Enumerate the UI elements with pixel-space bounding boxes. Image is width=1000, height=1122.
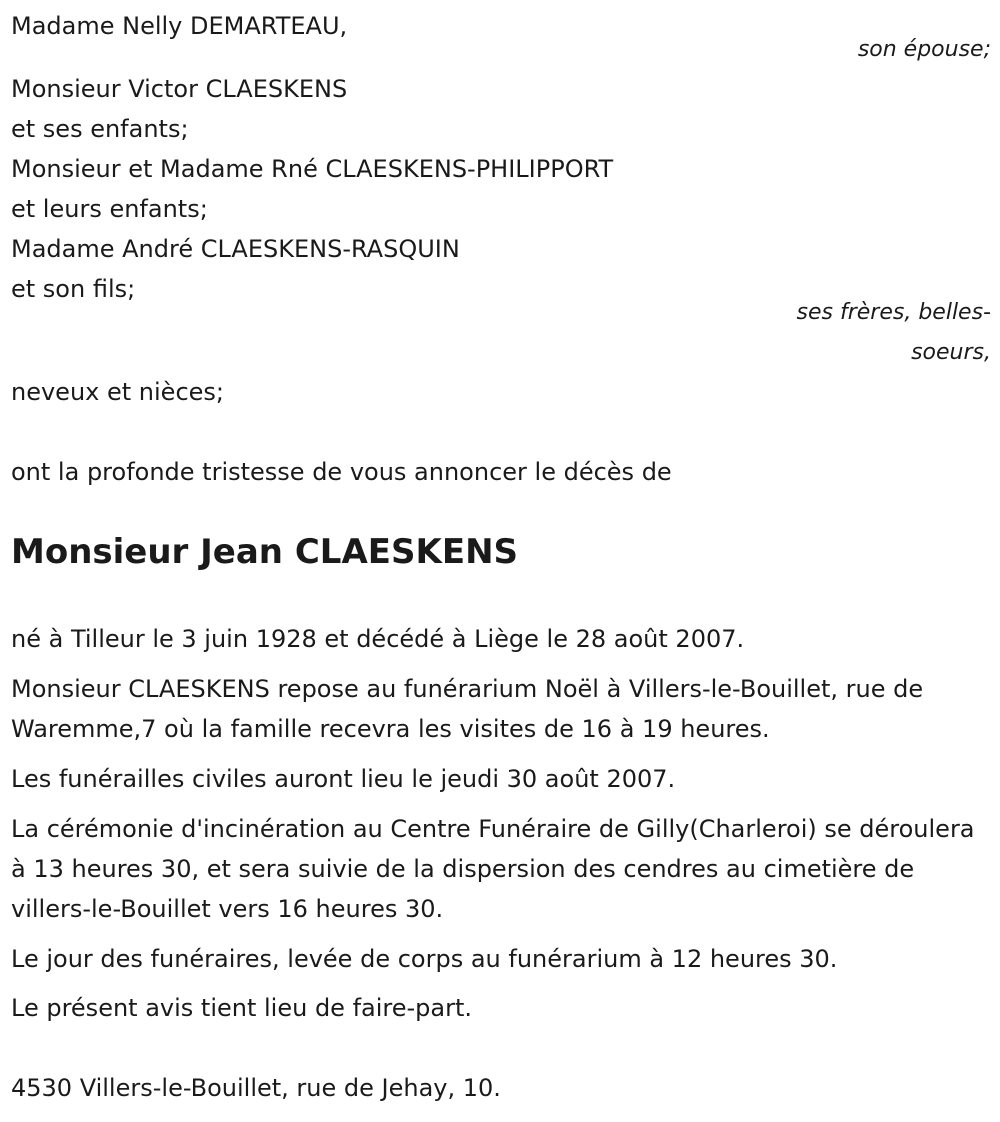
deceased-name: Monsieur Jean CLAESKENS	[11, 532, 519, 572]
family-member: et son fils;	[11, 275, 136, 303]
spouse-name: Madame Nelly DEMARTEAU,	[11, 12, 348, 40]
address-line: 4530 Villers-le-Bouillet, rue de Jehay, 10.	[11, 1074, 501, 1102]
detail-funerarium: Monsieur CLAESKENS repose au funérarium Noël à Villers-le-Bouillet, rue de Waremme,7 où la famille recevra les visites de 16 à 19 heures.	[11, 675, 924, 743]
detail-birth-death: né à Tilleur le 3 juin 1928 et décédé à Liège le 28 août 2007.	[11, 625, 745, 653]
family-member: et ses enfants;	[11, 115, 189, 143]
obituary-notice	[11, 0, 991, 1122]
nephews-line: neveux et nièces;	[11, 378, 224, 406]
detail-cremation: La cérémonie d'incinération au Centre Funéraire de Gilly(Charleroi) se déroulera à 13 heures 30, et sera suivie de la dispersion des cendres au cimetière de villers-le-Bouillet vers 16 heures 30.	[11, 815, 975, 923]
family-member: et leurs enfants;	[11, 195, 208, 223]
family-member: Monsieur et Madame Rné CLAESKENS-PHILIPPORT	[11, 155, 614, 183]
spouse-role: son épouse;	[857, 37, 991, 62]
siblings-role-line1: ses frères, belles-	[796, 300, 991, 325]
siblings-role-line2: soeurs,	[911, 340, 991, 365]
detail-funeral-date: Les funérailles civiles auront lieu le jeudi 30 août 2007.	[11, 765, 676, 793]
announcement-line: ont la profonde tristesse de vous annoncer le décès de	[11, 458, 672, 486]
detail-body-removal: Le jour des funéraires, levée de corps au funérarium à 12 heures 30.	[11, 945, 838, 973]
family-member: Madame André CLAESKENS-RASQUIN	[11, 235, 460, 263]
family-member: Monsieur Victor CLAESKENS	[11, 75, 348, 103]
detail-notice: Le présent avis tient lieu de faire-part.	[11, 994, 473, 1022]
